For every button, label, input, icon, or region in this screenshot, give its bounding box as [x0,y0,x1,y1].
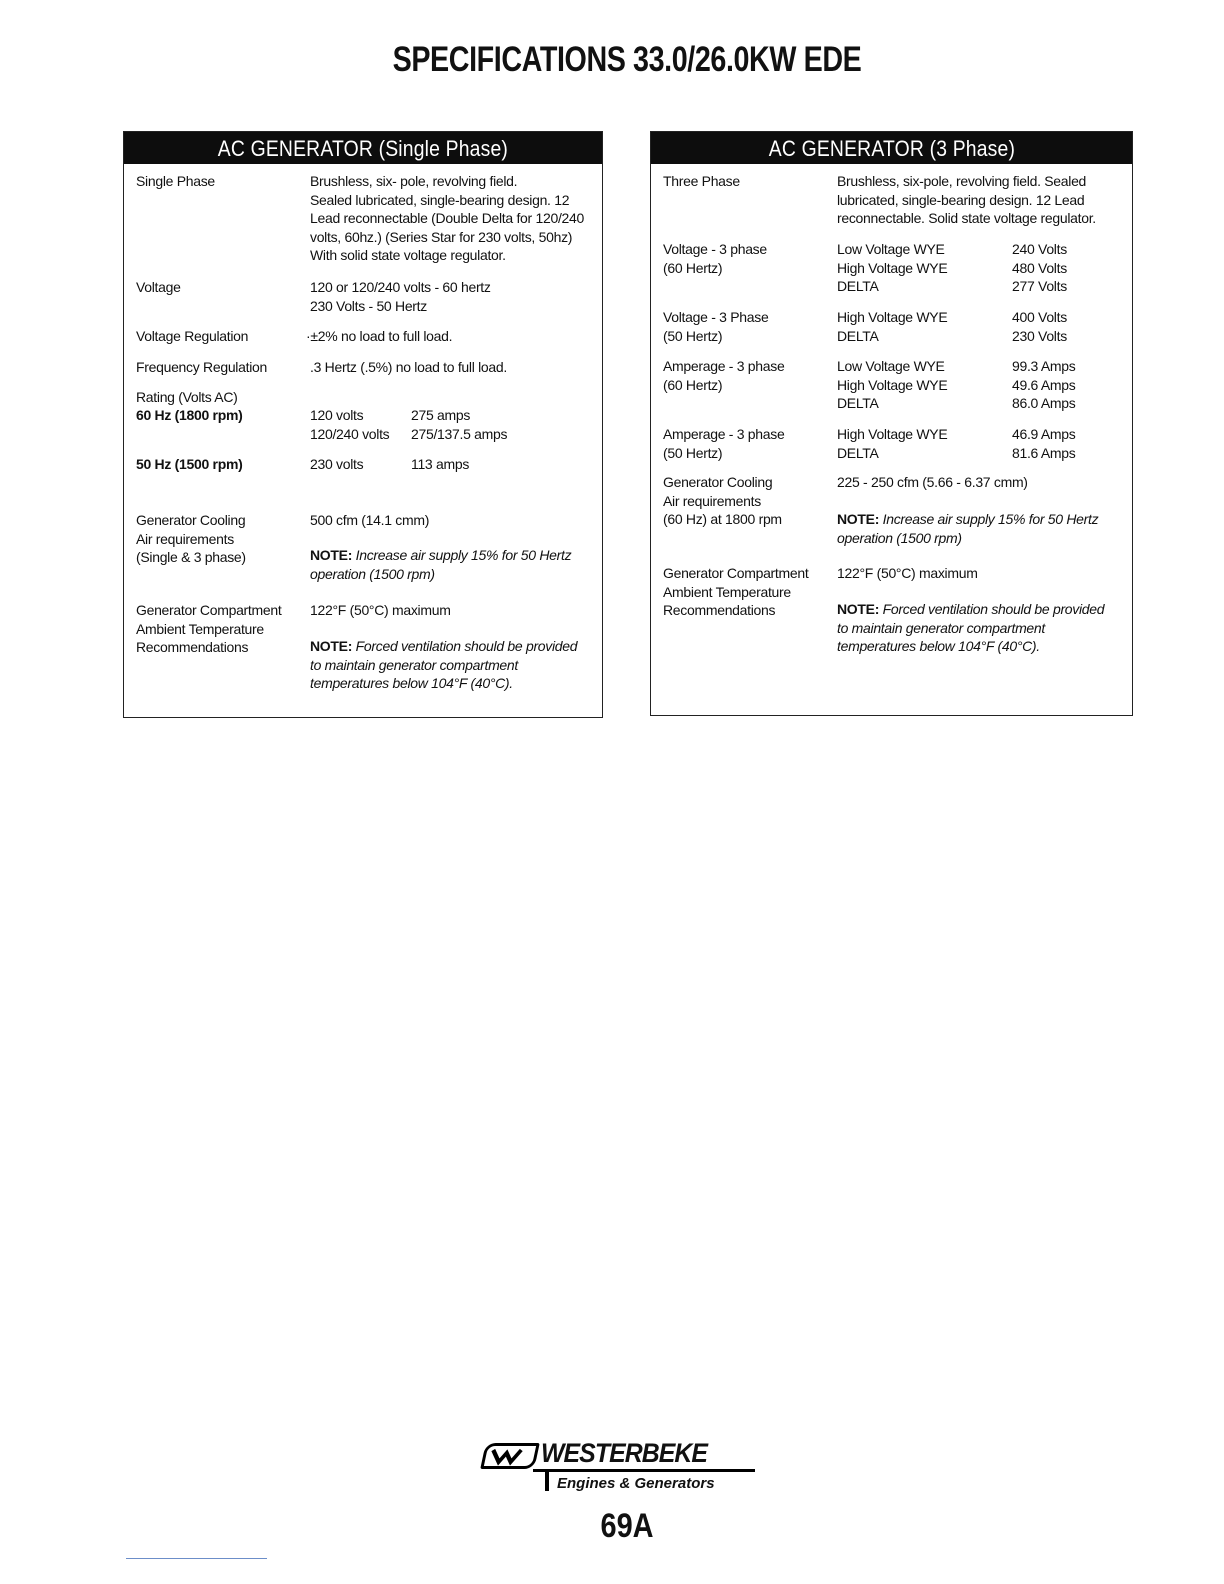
brand-name: WESTERBEKE [541,1438,708,1468]
amperage-50hz-label: Amperage - 3 phase (50 Hertz) [663,426,785,461]
cooling-label: Generator Cooling Air requirements (Single & 3 phase) [136,512,246,565]
voltage-regulation-label: Voltage Regulation [136,328,249,344]
rating-50hz-label: 50 Hz (1500 rpm) [136,456,243,472]
voltage-60hz-label: Voltage - 3 phase (60 Hertz) [663,241,767,276]
amperage-50hz-values: 46.9 Amps 81.6 Amps [1012,426,1076,461]
compartment-label-3ph: Generator Compartment Ambient Temperature Recommendations [663,565,809,618]
three-phase-label: Three Phase [663,173,740,189]
frequency-regulation-label: Frequency Regulation [136,359,267,375]
cooling-note: NOTE: Increase air supply 15% for 50 Hertz operation (1500 rpm) [310,547,572,582]
cooling-value-3ph: 225 - 250 cfm (5.66 - 6.37 cmm) [837,474,1028,490]
voltage-value: 120 or 120/240 volts - 60 hertz 230 Volts - 50 Hertz [310,279,491,314]
voltage-60hz-types: Low Voltage WYE High Voltage WYE DELTA [837,241,948,294]
amperage-60hz-types: Low Voltage WYE High Voltage WYE DELTA [837,358,948,411]
page-number: 69A [600,1507,654,1545]
logo-stem [545,1470,549,1491]
amperage-50hz-types: High Voltage WYE DELTA [837,426,948,461]
cooling-note-3ph: NOTE: Increase air supply 15% for 50 Hertz operation (1500 rpm) [837,511,1099,546]
rating-60hz-label: 60 Hz (1800 rpm) [136,407,243,423]
page-title: SPECIFICATIONS 33.0/26.0KW EDE [392,40,862,79]
rating-60hz-volts: 120 volts 120/240 volts [310,407,390,442]
cooling-label-3ph: Generator Cooling Air requirements (60 Hz) at 1800 rpm [663,474,782,527]
cooling-value: 500 cfm (14.1 cmm) [310,512,430,528]
amperage-60hz-label: Amperage - 3 phase (60 Hertz) [663,358,785,393]
rating-label: Rating (Volts AC) [136,389,238,405]
voltage-60hz-values: 240 Volts 480 Volts 277 Volts [1012,241,1067,294]
single-phase-spec-table [123,131,603,718]
voltage-regulation-value: ·±2% no load to full load. [306,328,453,344]
voltage-50hz-label: Voltage - 3 Phase (50 Hertz) [663,309,769,344]
rating-50hz-amps: 113 amps [411,456,470,472]
compartment-label: Generator Compartment Ambient Temperature Recommendations [136,602,282,655]
rating-50hz-volts: 230 volts [310,456,364,472]
frequency-regulation-value: .3 Hertz (.5%) no load to full load. [310,359,507,375]
rating-60hz-amps: 275 amps 275/137.5 amps [411,407,508,442]
single-phase-label: Single Phase [136,173,215,189]
voltage-50hz-types: High Voltage WYE DELTA [837,309,948,344]
amperage-60hz-values: 99.3 Amps 49.6 Amps 86.0 Amps [1012,358,1076,411]
compartment-value: 122°F (50°C) maximum [310,602,451,618]
three-phase-spec-table [650,131,1133,716]
compartment-note: NOTE: Forced ventilation should be provided to maintain generator compartment temperatures below 104°F (40°C). [310,638,578,691]
voltage-label: Voltage [136,279,181,295]
westerbeke-logo [483,1440,758,1496]
three-phase-header: AC GENERATOR (3 Phase) [651,132,1132,164]
single-phase-header: AC GENERATOR (Single Phase) [124,132,602,164]
single-phase-value: Brushless, six- pole, revolving field. Sealed lubricated, single-bearing design. 12 Lead reconnectable (Double Delta for 120/240 volts, 60hz.) (Series Star for 230 volts, 50hz) With solid state voltage regulator. [310,173,584,263]
brand-tagline: Engines & Generators [557,1475,715,1492]
voltage-50hz-values: 400 Volts 230 Volts [1012,309,1067,344]
three-phase-value: Brushless, six-pole, revolving field. Sealed lubricated, single-bearing design. 12 Lead reconnectable. Solid state voltage regulator. [837,173,1096,226]
logo-rule [533,1469,755,1472]
westerbeke-w-badge-icon [480,1443,540,1469]
bottom-divider [126,1558,267,1559]
compartment-note-3ph: NOTE: Forced ventilation should be provided to maintain generator compartment temperatures below 104°F (40°C). [837,601,1105,654]
compartment-value-3ph: 122°F (50°C) maximum [837,565,978,581]
